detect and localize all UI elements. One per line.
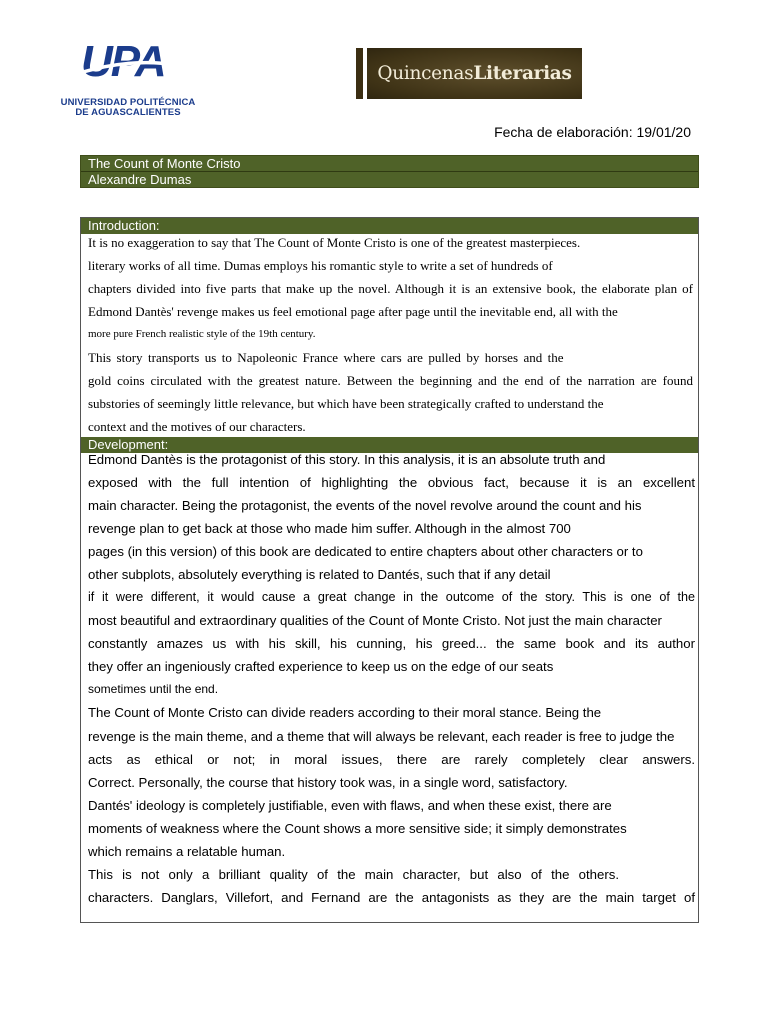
development-line: characters. Danglars, Villefort, and Fernand are the antagonists as they are the main target of bbox=[88, 889, 695, 905]
introduction-line: Edmond Dantès' revenge makes us feel emotional page after page until the inevitable end, all with the bbox=[88, 304, 618, 319]
quincenas-logo-text bbox=[377, 63, 571, 84]
development-heading: Development: bbox=[81, 437, 698, 453]
development-line: acts as ethical or not; in moral issues, there are rarely completely clear answers. bbox=[88, 751, 695, 767]
development-line: most beautiful and extraordinary qualities of the Count of Monte Cristo. Not just the main character bbox=[88, 613, 662, 629]
upa-logo-line2: DE AGUASCALIENTES bbox=[75, 107, 181, 118]
development-line: revenge is the main theme, and a theme that will always be relevant, each reader is free to judge the bbox=[88, 728, 675, 744]
introduction-line: substories of seemingly little relevance, but which have been strategically crafted to understand the bbox=[88, 396, 604, 411]
introduction-line: literary works of all time. Dumas employs his romantic style to write a set of hundreds of bbox=[88, 258, 553, 273]
introduction-line: more pure French realistic style of the 19th century. bbox=[88, 328, 316, 340]
development-line: constantly amazes us with his skill, his cunning, his greed... the same book and its author bbox=[88, 636, 695, 652]
introduction-heading: Introduction: bbox=[81, 218, 698, 234]
introduction-line: It is no exaggeration to say that The Count of Monte Cristo is one of the greatest masterpieces. bbox=[88, 235, 581, 250]
introduction-line: context and the motives of our characters. bbox=[88, 419, 306, 434]
development-line: which remains a relatable human. bbox=[88, 843, 286, 859]
creation-date: Fecha de elaboración: 19/01/20 bbox=[494, 124, 691, 140]
development-line: The Count of Monte Cristo can divide readers according to their moral stance. Being the bbox=[88, 705, 602, 721]
book-author: Alexandre Dumas bbox=[81, 171, 698, 187]
development-text bbox=[81, 453, 698, 912]
development-line: exposed with the full intention of highlighting the obvious fact, because it is an excellent bbox=[88, 475, 695, 490]
development-line: other subplots, absolutely everything is related to Dantés, such that if any detail bbox=[88, 567, 551, 583]
quincenas-logo-part1: Quincenas bbox=[377, 63, 474, 84]
review-content bbox=[80, 217, 699, 923]
development-line: This is not only a brilliant quality of the main character, but also of the others. bbox=[88, 866, 619, 882]
introduction-line: chapters divided into five parts that make up the novel. Although it is an extensive book, the elaborate plan of bbox=[88, 281, 693, 296]
upa-logo-line1: UNIVERSIDAD POLITÉCNICA bbox=[60, 97, 196, 108]
development-line: if it were different, it would cause a great change in the outcome of the story. This is one of the bbox=[88, 590, 695, 605]
quincenas-logo-bar bbox=[356, 48, 363, 99]
introduction-line: gold coins circulated with the greatest nature. Between the beginning and the end of the narration are found bbox=[88, 373, 693, 388]
book-title: The Count of Monte Cristo bbox=[81, 156, 698, 171]
development-line: Edmond Dantès is the protagonist of this story. In this analysis, it is an absolute truth and bbox=[88, 452, 606, 467]
development-line: pages (in this version) of this book are dedicated to entire chapters about other characters or to bbox=[88, 544, 643, 560]
development-line: sometimes until the end. bbox=[88, 682, 219, 697]
upa-logo bbox=[53, 38, 203, 120]
development-line: moments of weakness where the Count shows a more sensitive side; it simply demonstrates bbox=[88, 820, 627, 836]
development-line: revenge plan to get back at those who made him suffer. Although in the almost 700 bbox=[88, 521, 571, 537]
upa-logo-mark bbox=[81, 38, 179, 82]
development-line: main character. Being the protagonist, the events of the novel revolve around the count and his bbox=[88, 498, 642, 514]
introduction-text bbox=[81, 234, 698, 435]
development-line: they offer an ingeniously crafted experience to keep us on the edge of our seats bbox=[88, 659, 554, 675]
quincenas-logo-part2: Literarias bbox=[473, 63, 572, 84]
svg-text:UPA: UPA bbox=[81, 38, 165, 82]
introduction-line: This story transports us to Napoleonic France where cars are pulled by horses and the bbox=[88, 350, 564, 365]
development-line: Correct. Personally, the course that history took was, in a single word, satisfactory. bbox=[88, 774, 568, 790]
book-info-block bbox=[80, 155, 699, 188]
development-line: Dantés' ideology is completely justifiable, even with flaws, and when these exist, there are bbox=[88, 797, 612, 813]
quincenas-literarias-logo bbox=[367, 48, 582, 99]
